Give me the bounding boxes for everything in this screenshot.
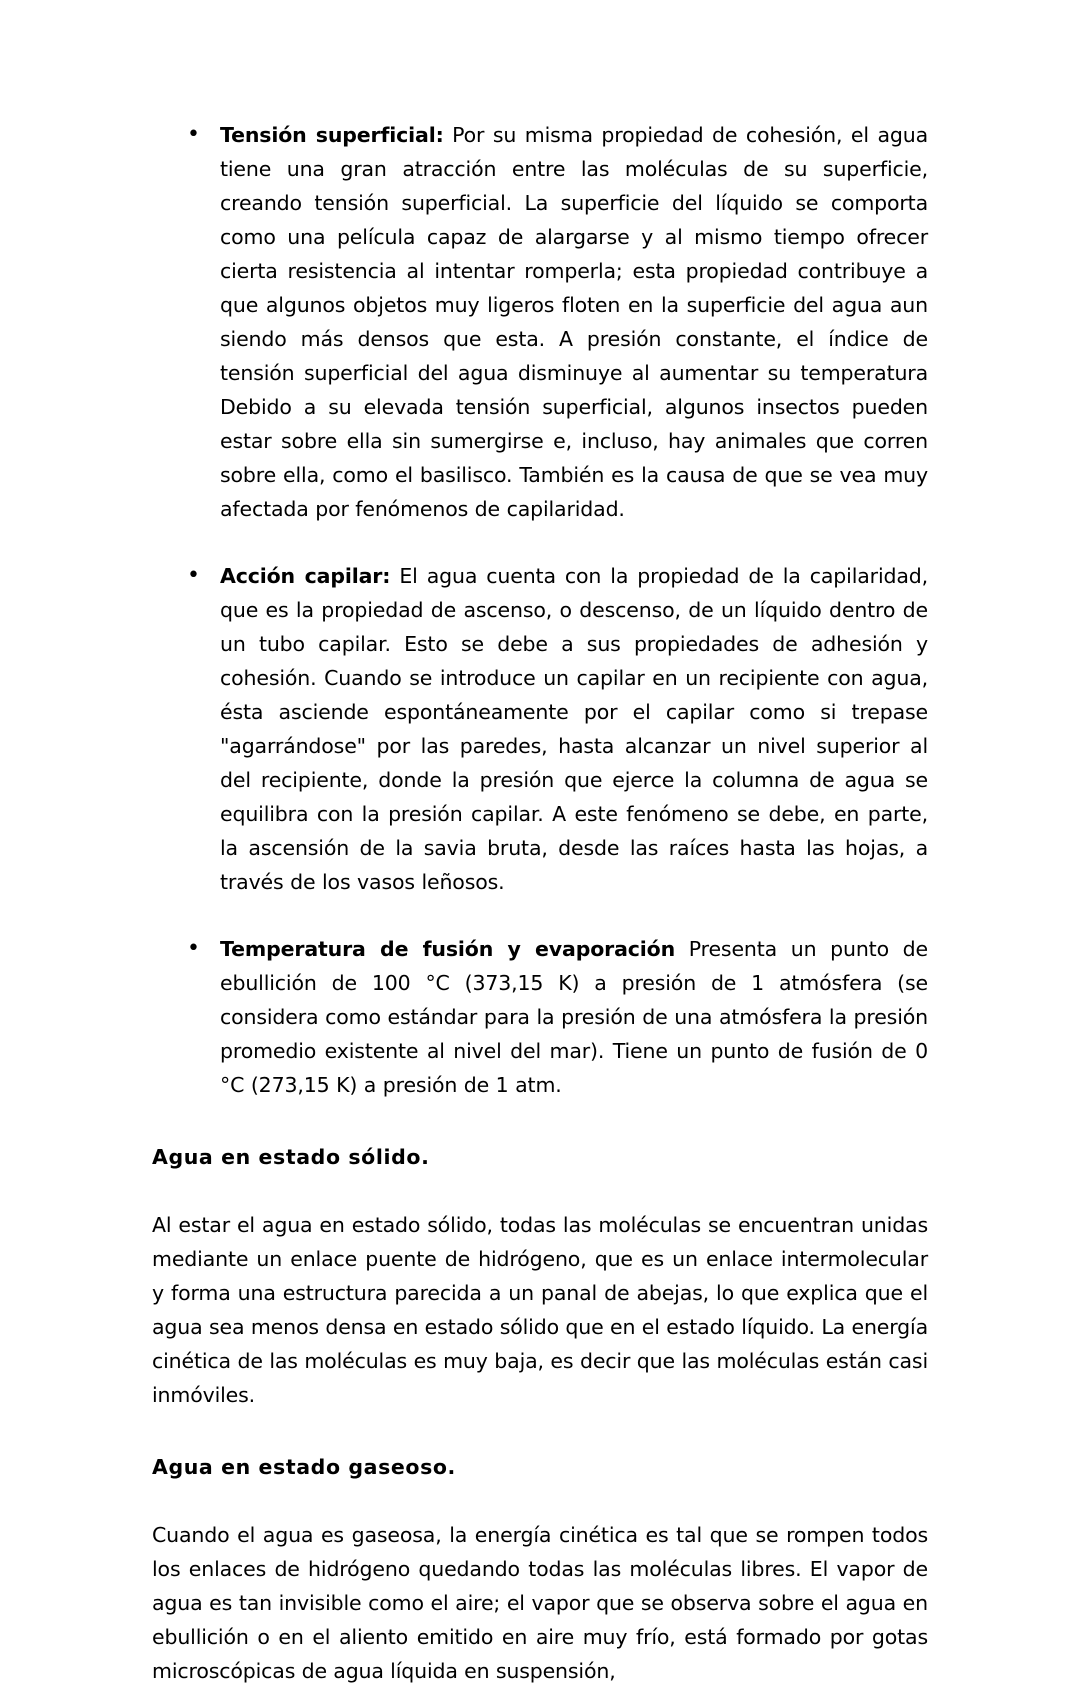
document-content (152, 118, 928, 1688)
bullet-lead-label: Acción capilar: (220, 564, 391, 588)
bullet-lead-label: Temperatura de fusión y evaporación (220, 937, 676, 961)
bullet-body-text: Por su misma propiedad de cohesión, el agua tiene una gran atracción entre las moléculas de su superficie, creando tensión superficial. La superficie del líquido se comporta como una película capaz de alargarse y al mismo tiempo ofrecer cierta resistencia al intentar romperla; esta propiedad contribuye a que algunos objetos muy ligeros floten en la superficie del agua aun siendo más densos que esta. A presión constante, el índice de tensión superficial del agua disminuye al aumentar su temperatura Debido a su elevada tensión superficial, algunos insectos pueden estar sobre ella sin sumergirse e, incluso, hay animales que corren sobre ella, como el basilisco. También es la causa de que se vea muy afectada por fenómenos de capilaridad. (220, 123, 928, 521)
bullet-item-tension-superficial (152, 118, 928, 526)
section-heading-agua-solido: Agua en estado sólido. (152, 1145, 430, 1169)
bullet-point-icon: • (187, 563, 200, 588)
section-heading-agua-gaseoso: Agua en estado gaseoso. (152, 1455, 456, 1479)
spacer (152, 1484, 928, 1518)
spacer (152, 1412, 928, 1450)
bullet-item-temperatura-fusion-evaporacion (152, 932, 928, 1102)
section-paragraph-agua-gaseoso: Cuando el agua es gaseosa, la energía cinética es tal que se rompen todos los enlaces de hidrógeno quedando todas las moléculas libres. El vapor de agua es tan invisible como el aire; el vapor que se observa sobre el agua en ebullición o en el aliento emitido en aire muy frío, está formado por gotas microscópicas de agua líquida en suspensión, (152, 1523, 928, 1683)
bullet-point-icon: • (187, 936, 200, 961)
properties-bullet-list (152, 118, 928, 1102)
spacer (152, 1102, 928, 1140)
section-paragraph-agua-solido: Al estar el agua en estado sólido, todas las moléculas se encuentran unidas mediante un enlace puente de hidrógeno, que es un enlace intermolecular y forma una estructura parecida a un panal de abejas, lo que explica que el agua sea menos densa en estado sólido que en el estado líquido. La energía cinética de las moléculas es muy baja, es decir que las moléculas están casi inmóviles. (152, 1213, 928, 1407)
bullet-lead-label: Tensión superficial: (220, 123, 444, 147)
bullet-point-icon: • (187, 122, 200, 147)
bullet-item-accion-capilar (152, 559, 928, 899)
bullet-body-text: Presenta un punto de ebullición de 100 °C (373,15 K) a presión de 1 atmósfera (se considera como estándar para la presión de una atmósfera la presión promedio existente al nivel del mar). Tiene un punto de fusión de 0 °C (273,15 K) a presión de 1 atm. (220, 937, 928, 1097)
spacer (152, 1174, 928, 1208)
bullet-body-text: El agua cuenta con la propiedad de la capilaridad, que es la propiedad de ascenso, o descenso, de un líquido dentro de un tubo capilar. Esto se debe a sus propiedades de adhesión y cohesión. Cuando se introduce un capilar en un recipiente con agua, ésta asciende espontáneamente por el capilar como si trepase "agarrándose" por las paredes, hasta alcanzar un nivel superior al del recipiente, donde la presión que ejerce la columna de agua se equilibra con la presión capilar. A este fenómeno se debe, en parte, la ascensión de la savia bruta, desde las raíces hasta las hojas, a través de los vasos leñosos. (220, 564, 928, 894)
